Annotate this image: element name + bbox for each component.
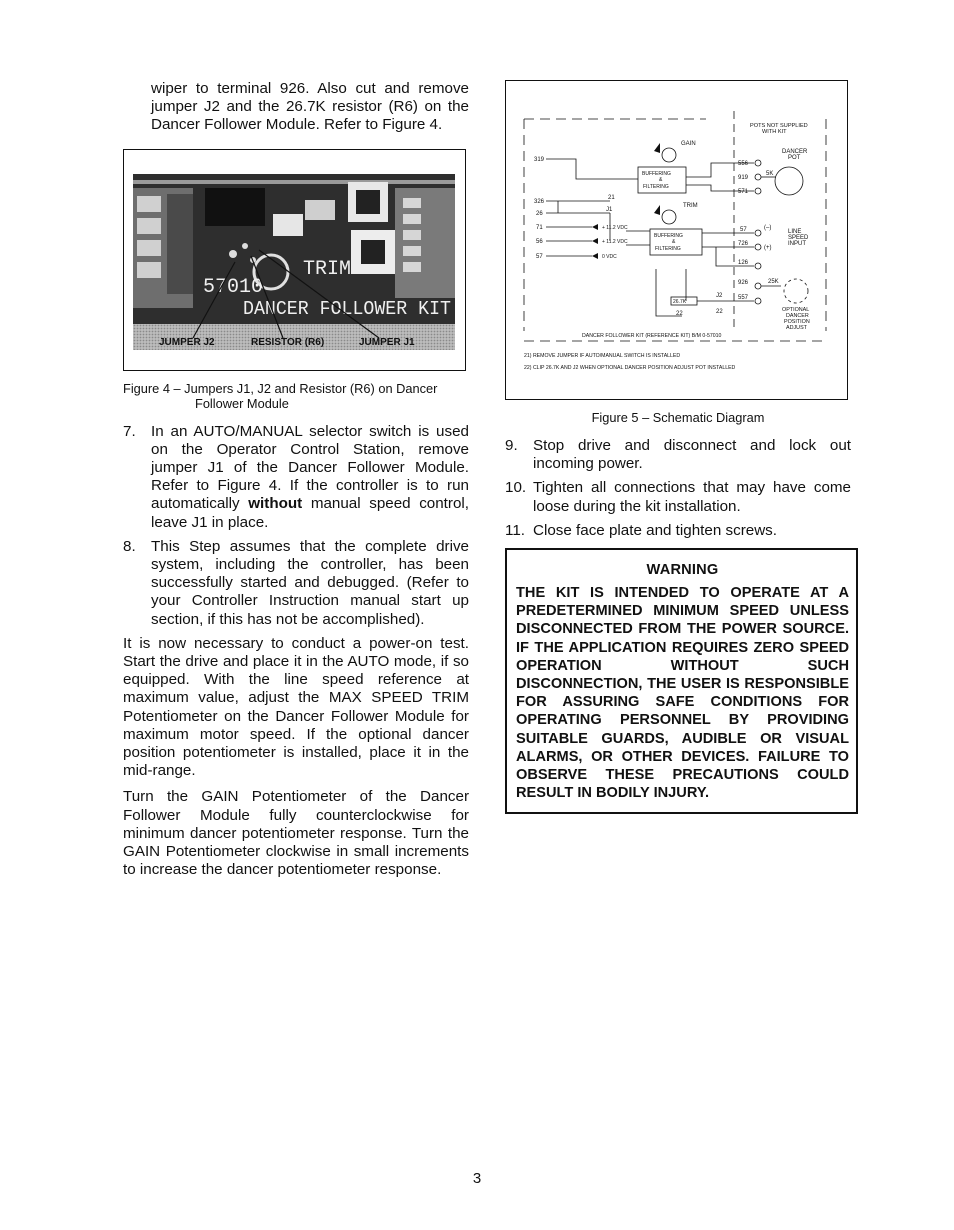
schem-terminal-571: 571 bbox=[738, 189, 749, 195]
schem-terminal-56: 56 bbox=[536, 239, 543, 245]
step-number: 8. bbox=[123, 537, 136, 555]
photo-kit-name: DANCER FOLLOWER KIT bbox=[243, 297, 451, 320]
step-text bbox=[151, 423, 469, 532]
schem-optional-label-2: DANCER bbox=[786, 313, 809, 319]
schem-line-speed-neg: (–) bbox=[764, 225, 772, 231]
schem-pots-note-2: WITH KIT bbox=[762, 129, 787, 135]
schem-buffer1-line3: FILTERING bbox=[643, 184, 669, 190]
schem-buffer2-line1: BUFFERING bbox=[654, 233, 683, 239]
schem-terminal-26: 26 bbox=[536, 211, 543, 217]
gain-paragraph: Turn the GAIN Potentiometer of the Dancer Follower Module fully counterclockwise for minimum dancer potentiometer response. Turn the GAIN Potentiometer clockwise in small increments to increase the dancer potentiometer response. bbox=[123, 788, 469, 879]
warning-text: THE KIT IS INTENDED TO OPERATE AT A PREDETERMINED MINIMUM SPEED UNLESS DISCONNECTED FROM THE POWER SOURCE. IF THE APPLICATION REQUIRES ZERO SPEED OPERATION WITHOUT SUCH DISCONNECTION, THE USER IS RESPONSIBLE FOR ASSURING SAFE CONDITIONS FOR OPERATING PERSONNEL BY PROVIDING SUITABLE GUARDS, AUDIBLE OR VISUAL ALARMS, OR OTHER DEVICES. FAILURE TO OBSERVE THESE PRECAUTIONS COULD RESULT IN BODILY INJURY. bbox=[516, 585, 850, 802]
step-7-text-b: manual speed control, leave J1 in place. bbox=[151, 495, 469, 531]
schem-terminal-919: 919 bbox=[738, 175, 749, 181]
figure-5-frame bbox=[505, 80, 848, 400]
schem-dancer-pot-label-2: POT bbox=[788, 155, 801, 161]
warning-box bbox=[505, 548, 858, 814]
figure-4-photo bbox=[133, 174, 455, 350]
figure-4-caption-line2: Follower Module bbox=[195, 395, 289, 411]
schem-note-21-marker: 21 bbox=[608, 195, 615, 201]
photo-label-jumper-j1: JUMPER J1 bbox=[359, 336, 415, 348]
schem-terminal-326: 326 bbox=[534, 199, 545, 205]
schem-pots-note-1: POTS NOT SUPPLIED bbox=[750, 123, 808, 129]
intro-paragraph: wiper to terminal 926. Also cut and remove jumper J2 and the 26.7K resistor (R6) on the Dancer Follower Module. Refer to Figure 4. bbox=[151, 80, 469, 134]
schem-optional-label-4: ADJUST bbox=[786, 325, 807, 331]
page-number: 3 bbox=[472, 1170, 482, 1187]
schem-terminal-57-right: 57 bbox=[740, 227, 747, 233]
schem-resistor-25k: 25K bbox=[768, 279, 779, 285]
figure-4-frame bbox=[123, 149, 466, 371]
schem-note-22-marker-a: 22 bbox=[676, 311, 683, 317]
schem-line-speed-label-3: INPUT bbox=[788, 241, 806, 247]
step-10 bbox=[505, 479, 851, 515]
right-column bbox=[505, 80, 851, 814]
step-number: 7. bbox=[123, 422, 136, 440]
schem-terminal-556: 556 bbox=[738, 161, 749, 167]
left-steps-list bbox=[123, 423, 469, 629]
photo-label-jumper-j2: JUMPER J2 bbox=[159, 336, 215, 348]
schem-voltage-3: 0 VDC bbox=[602, 254, 617, 260]
warning-title: WARNING bbox=[646, 562, 719, 579]
step-9 bbox=[505, 437, 851, 473]
power-on-test-paragraph: It is now necessary to conduct a power-on test. Start the drive and place it in the AUTO mode, if so equipped. With the line speed reference at maximum value, adjust the MAX SPEED TRIM Potentiometer on the Dancer Follower Module for maximum motor speed. If the optional dancer position potentiometer is installed, place it in the mid-range. bbox=[123, 634, 469, 780]
right-steps-list bbox=[505, 437, 851, 540]
schem-note-21: 21) REMOVE JUMPER IF AUTO/MANUAL SWITCH IS INSTALLED bbox=[524, 353, 681, 359]
schematic-diagram bbox=[506, 81, 847, 399]
photo-part-number: 57010 bbox=[203, 275, 264, 299]
step-number: 10. bbox=[505, 479, 527, 497]
schem-terminal-726: 726 bbox=[738, 241, 749, 247]
schem-buffer1-line1: BUFFERING bbox=[642, 171, 671, 177]
schem-line-speed-pos: (+) bbox=[764, 245, 772, 251]
schem-dancer-pot-label-1: DANCER bbox=[782, 149, 808, 155]
figure-5-caption: Figure 5 – Schematic Diagram bbox=[591, 410, 765, 425]
step-text: Close face plate and tighten screws. bbox=[533, 521, 777, 539]
schem-optional-label-3: POSITION bbox=[784, 319, 810, 325]
schem-line-speed-label-2: SPEED bbox=[788, 235, 809, 241]
schem-line-speed-label-1: LINE bbox=[788, 229, 802, 235]
schem-voltage-2: + 11.2 VDC bbox=[602, 239, 628, 245]
step-11 bbox=[505, 522, 851, 540]
schem-terminal-57: 57 bbox=[536, 254, 543, 260]
step-8 bbox=[123, 538, 469, 629]
step-7 bbox=[123, 423, 469, 532]
step-7-text-a: In an AUTO/MANUAL selector switch is used on the Operator Control Station, remove jumper J1 of the Dancer Follower Module. Refer to Figure 4. If the controller is to run automatically bbox=[151, 422, 469, 513]
step-7-bold: without bbox=[248, 495, 303, 513]
schem-jumper-j1: J1 bbox=[606, 207, 613, 213]
figure-4-caption-line1: Figure 4 – Jumpers J1, J2 and Resistor (R6) on Dancer bbox=[123, 380, 438, 396]
step-number: 9. bbox=[505, 437, 518, 454]
schem-buffer2-line3: FILTERING bbox=[655, 246, 681, 252]
step-text: Stop drive and disconnect and lock out incoming power. bbox=[533, 437, 851, 473]
schem-kit-reference: DANCER FOLLOWER KIT (REFERENCE KIT) B/M 0-57010 bbox=[582, 333, 722, 339]
step-number: 11. bbox=[505, 521, 525, 539]
step-text: This Step assumes that the complete drive system, including the controller, has been successfully started and debugged. (Refer to your Controller Instruction manual start up section, if this has not be accomplished). bbox=[151, 537, 469, 628]
photo-label-resistor-r6: RESISTOR (R6) bbox=[251, 336, 325, 348]
schem-jumper-j2: J2 bbox=[716, 293, 723, 299]
schem-resistor-26-7k: 26.7K bbox=[673, 299, 687, 305]
schem-terminal-926: 926 bbox=[738, 280, 749, 286]
schem-optional-label-1: OPTIONAL bbox=[782, 307, 810, 313]
schem-note-22: 22) CLIP 26.7K AND J2 WHEN OPTIONAL DANCER POSITION ADJUST POT INSTALLED bbox=[524, 365, 736, 371]
schem-buffer1-line2: & bbox=[659, 177, 663, 183]
left-column bbox=[123, 80, 469, 887]
photo-trim-label: TRIM bbox=[303, 257, 352, 281]
schem-terminal-319: 319 bbox=[534, 157, 545, 163]
step-text: Tighten all connections that may have come loose during the kit installation. bbox=[533, 479, 851, 515]
schem-gain-label: GAIN bbox=[681, 141, 696, 147]
schem-resistor-5k: 5K bbox=[766, 171, 774, 177]
figure-4-caption bbox=[123, 381, 469, 411]
schem-buffer2-line2: & bbox=[672, 239, 676, 245]
schem-terminal-71: 71 bbox=[536, 225, 543, 231]
schem-terminal-126: 126 bbox=[738, 260, 749, 266]
schem-note-22-marker-b: 22 bbox=[716, 309, 723, 315]
schem-trim-label: TRIM bbox=[683, 203, 698, 209]
schem-voltage-1: + 11.2 VDC bbox=[602, 225, 628, 231]
schem-terminal-557: 557 bbox=[738, 295, 749, 301]
